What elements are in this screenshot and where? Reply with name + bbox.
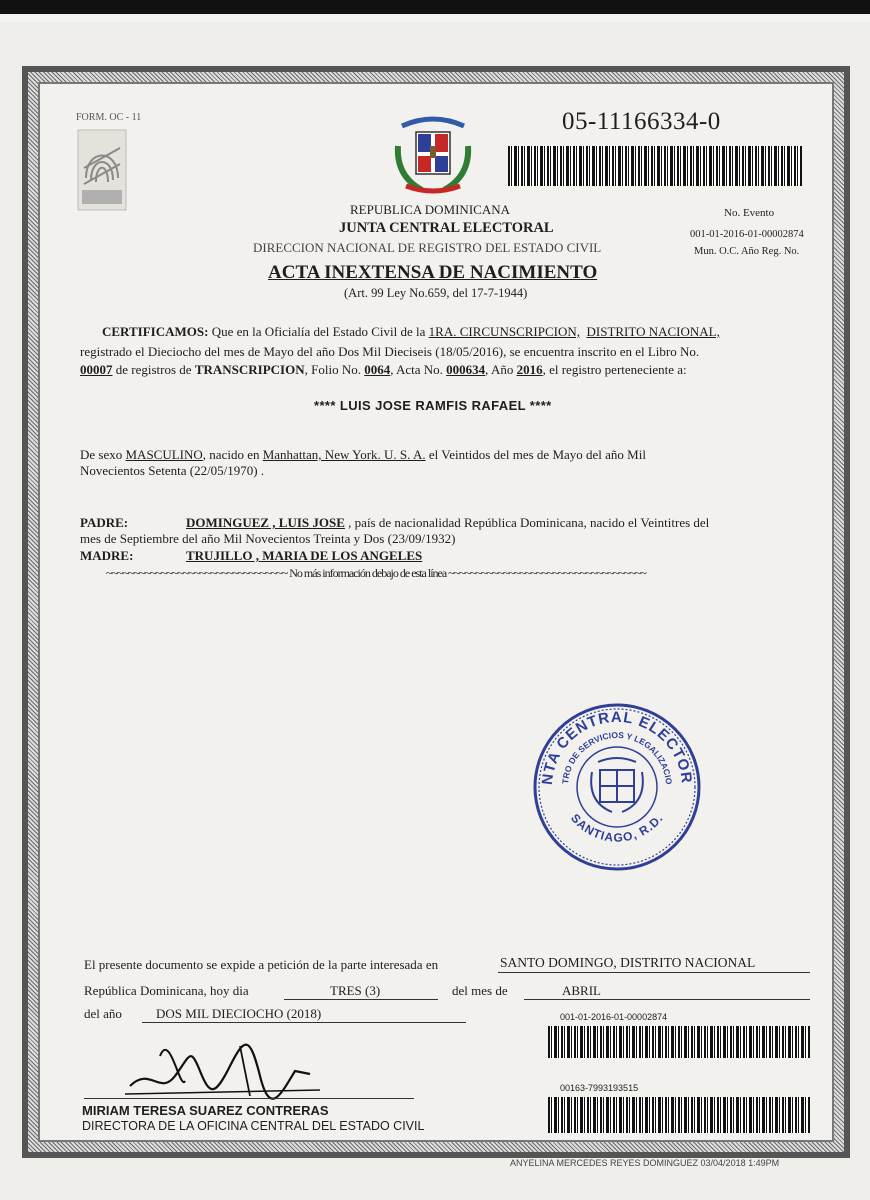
event-number: 001-01-2016-01-00002874 <box>690 229 804 240</box>
svg-text:SANTIAGO, R.D. <box>568 811 666 845</box>
birth-text: el Veintidos del mes de Mayo del año Mil <box>425 447 646 462</box>
madre-name: TRUJILLO , MARIA DE LOS ANGELES <box>186 548 423 563</box>
cert-text: , Folio No. <box>304 362 365 377</box>
issue-month-line <box>524 999 810 1000</box>
issue-year-line <box>142 1022 466 1023</box>
certification-line-1 <box>102 324 720 340</box>
issue-day-line <box>284 999 438 1000</box>
issue-place-line <box>498 972 810 973</box>
libro-number: 00007 <box>80 362 113 377</box>
cert-text: , Acta No. <box>390 362 447 377</box>
cert-text: de registros de <box>112 362 195 377</box>
folio-number: 0064 <box>364 362 391 377</box>
cert-text: , el registro perteneciente a: <box>542 362 687 377</box>
law-reference: (Art. 99 Ley No.659, del 17-7-1944) <box>344 286 528 300</box>
padre-label: PADRE: <box>80 515 129 530</box>
madre-label: MADRE: <box>80 548 134 563</box>
signer-title: DIRECTORA DE LA OFICINA CENTRAL DEL ESTADO CIVIL <box>82 1119 425 1133</box>
department-label: DIRECCION NACIONAL DE REGISTRO DEL ESTADO CIVIL <box>253 240 602 255</box>
padre-text: , país de nacionalidad República Dominicana, nacido el Veintitres del <box>344 515 710 530</box>
event-label: No. Evento <box>724 207 775 219</box>
acta-number: 000634 <box>446 362 486 377</box>
barcode-1-text: 001-01-2016-01-00002874 <box>560 1012 668 1022</box>
footer-barcode-1 <box>548 1026 810 1058</box>
issue-place: SANTO DOMINGO, DISTRITO NACIONAL <box>500 955 756 970</box>
issue-day: TRES (3) <box>330 983 381 998</box>
birth-place: Manhattan, New York. U. S. A. <box>262 447 426 462</box>
official-stamp <box>532 702 702 872</box>
issue-month: ABRIL <box>562 983 601 998</box>
year-label: del año <box>84 1006 122 1021</box>
distrito: DISTRITO NACIONAL, <box>586 324 720 339</box>
stamp-inner-text: TRO DE SERVICIOS Y LEGALIZACIO <box>560 729 675 785</box>
birth-text: De sexo <box>80 447 126 462</box>
event-sub-label: Mun. O.C. Año Reg. No. <box>694 246 800 257</box>
print-line: ANYELINA MERCEDES REYES DOMINGUEZ 03/04/2018 1:49PM <box>510 1158 780 1168</box>
sex-value: MASCULINO <box>125 447 203 462</box>
signature-line <box>84 1098 414 1099</box>
stamp-bottom-text: SANTIAGO, R.D. <box>567 811 666 845</box>
end-of-info-line: ~~~~~~~~~~~~~~~~~~~~~~~~~~~~~~~~~ No más información debajo de esta línea ~~~~~~~~~~~~~~~~~~~~~~~~~~~~~~~~~~~~ <box>106 566 646 580</box>
top-bar <box>0 0 870 14</box>
jce-logo <box>76 128 128 212</box>
document-number: 05-11166334-0 <box>562 108 721 135</box>
certification-line-3 <box>80 362 687 378</box>
coat-of-arms-icon <box>392 106 474 198</box>
document-barcode <box>508 146 802 186</box>
country-label: REPUBLICA DOMINICANA <box>350 202 510 217</box>
padre-line-2: mes de Septiembre del año Mil Novecientos Treinta y Dos (23/09/1932) <box>80 531 456 546</box>
signer-name: MIRIAM TERESA SUAREZ CONTRERAS <box>82 1103 329 1118</box>
birth-line-2: Novecientos Setenta (22/05/1970) . <box>80 463 265 478</box>
birth-text: , nacido en <box>202 447 263 462</box>
registrant-name: **** LUIS JOSE RAMFIS RAFAEL **** <box>314 398 552 413</box>
signature <box>120 1026 320 1106</box>
form-code: FORM. OC - 11 <box>76 112 142 123</box>
cert-text: , Año <box>485 362 517 377</box>
cert-text: Que en la Oficialía del Estado Civil de la <box>208 324 429 339</box>
registro-tipo: TRANSCRIPCION <box>194 362 305 377</box>
document-title: ACTA INEXTENSA DE NACIMIENTO <box>268 262 598 283</box>
stamp-coat-of-arms-icon <box>591 758 643 812</box>
institution-label: JUNTA CENTRAL ELECTORAL <box>339 220 554 236</box>
issue-year: DOS MIL DIECIOCHO (2018) <box>156 1006 322 1021</box>
certification-line-2: registrado el Dieciocho del mes de Mayo del año Dos Mil Dieciseis (18/05/2016), se encuentra inscrito en el Libro No. <box>80 344 700 359</box>
barcode-2-text: 00163-7993193515 <box>560 1083 639 1093</box>
footer-barcode-2 <box>548 1097 810 1133</box>
footer-line-2: República Dominicana, hoy dia <box>84 983 249 998</box>
circunscripcion: 1RA. CIRCUNSCRIPCION, <box>428 324 580 339</box>
stamp-top-text: NTA CENTRAL ELECTOR <box>538 708 696 786</box>
footer-line-1: El presente documento se expide a petición de la parte interesada en <box>84 957 439 972</box>
padre-line-1 <box>186 515 709 531</box>
birth-line-1 <box>80 447 646 463</box>
month-label: del mes de <box>452 983 508 998</box>
certification-keyword: CERTIFICAMOS: <box>102 324 209 339</box>
anio-number: 2016 <box>516 362 543 377</box>
padre-name: DOMINGUEZ , LUIS JOSE <box>186 515 345 530</box>
